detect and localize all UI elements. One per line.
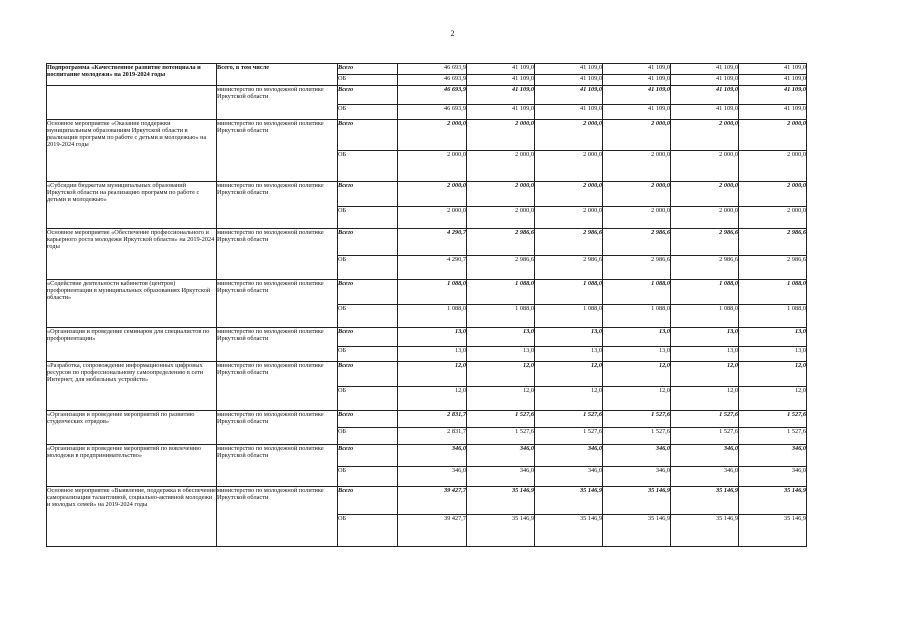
table-row [47, 411, 807, 428]
amount-cell: 2 986,6 [739, 256, 807, 280]
amount-cell: 12,0 [467, 362, 535, 387]
amount-cell: 41 109,0 [603, 86, 671, 105]
amount-cell: 35 146,9 [671, 515, 739, 547]
amount-cell: 1 527,6 [535, 411, 603, 428]
amount-cell: 12,0 [671, 362, 739, 387]
amount-cell: 41 109,0 [739, 64, 807, 75]
amount-cell: 1 527,6 [671, 411, 739, 428]
amount-cell: 13,0 [603, 328, 671, 347]
table-row [47, 487, 807, 515]
amount-cell: 41 109,0 [535, 86, 603, 105]
amount-cell: 1 088,0 [671, 280, 739, 305]
amount-cell: 2 000,0 [467, 151, 535, 182]
amount-cell: 41 109,0 [535, 75, 603, 86]
amount-cell: 1 527,6 [467, 428, 535, 445]
amount-cell: 12,0 [739, 362, 807, 387]
amount-cell: 41 109,0 [671, 64, 739, 75]
amount-cell: 1 088,0 [398, 280, 467, 305]
amount-cell: 12,0 [467, 387, 535, 411]
amount-cell: 346,0 [535, 445, 603, 467]
amount-cell: 1 527,6 [603, 411, 671, 428]
amount-cell: 2 000,0 [467, 182, 535, 207]
table-row [47, 328, 807, 347]
amount-cell: 1 088,0 [603, 280, 671, 305]
amount-cell: 13,0 [467, 328, 535, 347]
amount-cell: 35 146,9 [603, 515, 671, 547]
activity-name-cell: Подпрограмма «Качественное развитие потенциала и воспитание молодежи» на 2019-2024 годы [47, 64, 217, 86]
amount-cell: 2 000,0 [739, 207, 807, 229]
amount-cell: 2 000,0 [603, 120, 671, 151]
amount-cell: 1 088,0 [671, 305, 739, 328]
funding-source-cell: Всего [338, 280, 398, 305]
amount-cell: 13,0 [467, 347, 535, 362]
amount-cell: 1 088,0 [739, 280, 807, 305]
amount-cell: 35 146,9 [739, 515, 807, 547]
amount-cell: 2 986,6 [467, 256, 535, 280]
amount-cell: 12,0 [535, 362, 603, 387]
amount-cell: 35 146,9 [467, 487, 535, 515]
amount-cell: 41 109,0 [739, 105, 807, 120]
amount-cell: 46 693,9 [398, 75, 467, 86]
activity-name-cell: «Организация и проведение мероприятий по вовлечению молодежи в предпринимательство» [47, 445, 217, 487]
amount-cell: 1 088,0 [467, 305, 535, 328]
amount-cell: 2 000,0 [671, 120, 739, 151]
amount-cell: 41 109,0 [535, 64, 603, 75]
amount-cell: 2 831,7 [398, 428, 467, 445]
amount-cell: 2 000,0 [671, 151, 739, 182]
funding-source-cell: Всего [338, 411, 398, 428]
amount-cell: 4 290,7 [398, 256, 467, 280]
activity-name-cell: «Организация и проведение мероприятий по развитию студенческих отрядов» [47, 411, 217, 445]
amount-cell: 346,0 [467, 445, 535, 467]
amount-cell: 2 000,0 [398, 182, 467, 207]
amount-cell: 346,0 [535, 467, 603, 487]
funding-source-cell: Всего [338, 182, 398, 207]
amount-cell: 12,0 [535, 387, 603, 411]
amount-cell: 1 527,6 [535, 428, 603, 445]
amount-cell: 41 109,0 [603, 64, 671, 75]
amount-cell: 35 146,9 [535, 487, 603, 515]
executor-cell: министерство по молодежной политике Иркутской области [217, 362, 338, 411]
amount-cell: 346,0 [603, 445, 671, 467]
amount-cell: 13,0 [535, 347, 603, 362]
table-row [47, 86, 807, 105]
amount-cell: 1 088,0 [398, 305, 467, 328]
funding-source-cell: Всего [338, 362, 398, 387]
activity-name-cell [47, 86, 217, 120]
amount-cell: 41 109,0 [467, 105, 535, 120]
amount-cell: 41 109,0 [467, 64, 535, 75]
amount-cell: 2 000,0 [603, 182, 671, 207]
funding-source-cell: ОБ [338, 467, 398, 487]
activity-name-cell: Основное мероприятие «Выявление, поддержка и обеспечение самореализации талантливой, социально-активной молодежи и молодых семей» на 2019-2024 годы [47, 487, 217, 547]
executor-cell: министерство по молодежной политике Иркутской области [217, 411, 338, 445]
funding-source-cell: Всего [338, 487, 398, 515]
amount-cell: 346,0 [739, 467, 807, 487]
executor-cell: министерство по молодежной политике Иркутской области [217, 120, 338, 182]
funding-source-cell: ОБ [338, 428, 398, 445]
amount-cell: 35 146,9 [535, 515, 603, 547]
amount-cell: 46 693,9 [398, 105, 467, 120]
funding-source-cell: Всего [338, 328, 398, 347]
funding-source-cell: Всего [338, 64, 398, 75]
amount-cell: 12,0 [603, 387, 671, 411]
amount-cell: 2 000,0 [739, 120, 807, 151]
funding-source-cell: Всего [338, 445, 398, 467]
table-row [47, 120, 807, 151]
activity-name-cell: Основное мероприятие «Оказание поддержки муниципальным образованиям Иркутской области в реализации программ по работе с детьми и молодежью» на 2019-2024 годы [47, 120, 217, 182]
table-row [47, 445, 807, 467]
amount-cell: 35 146,9 [467, 515, 535, 547]
amount-cell: 2 986,6 [535, 256, 603, 280]
amount-cell: 2 000,0 [398, 151, 467, 182]
amount-cell: 346,0 [398, 445, 467, 467]
amount-cell: 2 000,0 [467, 207, 535, 229]
funding-source-cell: ОБ [338, 75, 398, 86]
amount-cell: 346,0 [467, 467, 535, 487]
amount-cell: 2 000,0 [739, 151, 807, 182]
funding-source-cell: ОБ [338, 515, 398, 547]
amount-cell: 2 986,6 [467, 229, 535, 256]
amount-cell: 346,0 [398, 467, 467, 487]
amount-cell: 41 109,0 [671, 75, 739, 86]
amount-cell: 2 000,0 [671, 182, 739, 207]
amount-cell: 2 000,0 [603, 151, 671, 182]
funding-source-cell: ОБ [338, 305, 398, 328]
amount-cell: 39 427,7 [398, 487, 467, 515]
amount-cell: 41 109,0 [603, 75, 671, 86]
amount-cell: 46 693,9 [398, 86, 467, 105]
amount-cell: 1 088,0 [535, 280, 603, 305]
amount-cell: 1 527,6 [603, 428, 671, 445]
funding-source-cell: Всего [338, 86, 398, 105]
amount-cell: 2 986,6 [739, 229, 807, 256]
amount-cell: 13,0 [739, 328, 807, 347]
amount-cell: 12,0 [398, 387, 467, 411]
activity-name-cell: «Субсидии бюджетам муниципальных образований Иркутской области на реализацию программ по работе с детьми и молодежью» [47, 182, 217, 229]
amount-cell: 35 146,9 [671, 487, 739, 515]
amount-cell: 41 109,0 [671, 105, 739, 120]
funding-source-cell: ОБ [338, 207, 398, 229]
amount-cell: 13,0 [739, 347, 807, 362]
amount-cell: 2 000,0 [535, 207, 603, 229]
funding-source-cell: ОБ [338, 256, 398, 280]
amount-cell: 39 427,7 [398, 515, 467, 547]
executor-cell: министерство по молодежной политике Иркутской области [217, 280, 338, 328]
amount-cell: 1 088,0 [603, 305, 671, 328]
funding-source-cell: Всего [338, 120, 398, 151]
executor-cell: министерство по молодежной политике Иркутской области [217, 86, 338, 120]
amount-cell: 41 109,0 [467, 86, 535, 105]
amount-cell: 13,0 [603, 347, 671, 362]
page-number: 2 [450, 29, 455, 38]
executor-cell: министерство по молодежной политике Иркутской области [217, 487, 338, 547]
amount-cell: 1 527,6 [739, 428, 807, 445]
activity-name-cell: «Разработка, сопровождение информационных цифровых ресурсов по профессиональному самоопределению в сети Интернет, для мобильных устройств» [47, 362, 217, 411]
executor-cell: министерство по молодежной политике Иркутской области [217, 229, 338, 280]
amount-cell: 1 527,6 [671, 428, 739, 445]
executor-cell: Всего, в том числе [217, 64, 338, 86]
amount-cell: 2 000,0 [603, 207, 671, 229]
amount-cell: 2 000,0 [739, 182, 807, 207]
amount-cell: 41 109,0 [739, 75, 807, 86]
amount-cell: 12,0 [739, 387, 807, 411]
amount-cell: 12,0 [671, 387, 739, 411]
amount-cell: 2 000,0 [535, 120, 603, 151]
amount-cell: 2 000,0 [467, 120, 535, 151]
executor-cell: министерство по молодежной политике Иркутской области [217, 445, 338, 487]
executor-cell: министерство по молодежной политике Иркутской области [217, 182, 338, 229]
amount-cell: 41 109,0 [535, 105, 603, 120]
amount-cell: 4 290,7 [398, 229, 467, 256]
budget-table [46, 63, 807, 547]
amount-cell: 35 146,9 [739, 487, 807, 515]
amount-cell: 12,0 [398, 362, 467, 387]
amount-cell: 41 109,0 [603, 105, 671, 120]
executor-cell: министерство по молодежной политике Иркутской области [217, 328, 338, 362]
amount-cell: 2 986,6 [603, 229, 671, 256]
amount-cell: 2 831,7 [398, 411, 467, 428]
amount-cell: 2 000,0 [398, 207, 467, 229]
amount-cell: 35 146,9 [603, 487, 671, 515]
amount-cell: 41 109,0 [739, 86, 807, 105]
funding-source-cell: Всего [338, 229, 398, 256]
amount-cell: 1 527,6 [467, 411, 535, 428]
amount-cell: 46 693,9 [398, 64, 467, 75]
funding-source-cell: ОБ [338, 387, 398, 411]
amount-cell: 1 088,0 [535, 305, 603, 328]
amount-cell: 2 986,6 [671, 229, 739, 256]
activity-name-cell: «Организация и проведение семинаров для специалистов по профориентации» [47, 328, 217, 362]
amount-cell: 1 088,0 [467, 280, 535, 305]
amount-cell: 13,0 [398, 347, 467, 362]
amount-cell: 346,0 [739, 445, 807, 467]
amount-cell: 346,0 [603, 467, 671, 487]
funding-source-cell: ОБ [338, 105, 398, 120]
amount-cell: 13,0 [535, 328, 603, 347]
amount-cell: 2 986,6 [671, 256, 739, 280]
amount-cell: 13,0 [398, 328, 467, 347]
amount-cell: 13,0 [671, 347, 739, 362]
amount-cell: 1 088,0 [739, 305, 807, 328]
amount-cell: 41 109,0 [671, 86, 739, 105]
table-row [47, 362, 807, 387]
amount-cell: 346,0 [671, 445, 739, 467]
funding-source-cell: ОБ [338, 151, 398, 182]
activity-name-cell: «Содействие деятельности кабинетов (центров) профориентации в муниципальных образованиях Иркутской области» [47, 280, 217, 328]
amount-cell: 13,0 [671, 328, 739, 347]
table-row [47, 229, 807, 256]
funding-source-cell: ОБ [338, 347, 398, 362]
amount-cell: 12,0 [603, 362, 671, 387]
amount-cell: 2 000,0 [535, 151, 603, 182]
amount-cell: 2 986,6 [603, 256, 671, 280]
amount-cell: 2 986,6 [535, 229, 603, 256]
table-row [47, 64, 807, 75]
amount-cell: 2 000,0 [398, 120, 467, 151]
table-row [47, 280, 807, 305]
activity-name-cell: Основное мероприятие «Обеспечение профессионального и карьерного роста молодежи Иркутской области» на 2019-2024 годы [47, 229, 217, 280]
amount-cell: 346,0 [671, 467, 739, 487]
amount-cell: 41 109,0 [467, 75, 535, 86]
amount-cell: 2 000,0 [671, 207, 739, 229]
amount-cell: 1 527,6 [739, 411, 807, 428]
table-row [47, 182, 807, 207]
amount-cell: 2 000,0 [535, 182, 603, 207]
